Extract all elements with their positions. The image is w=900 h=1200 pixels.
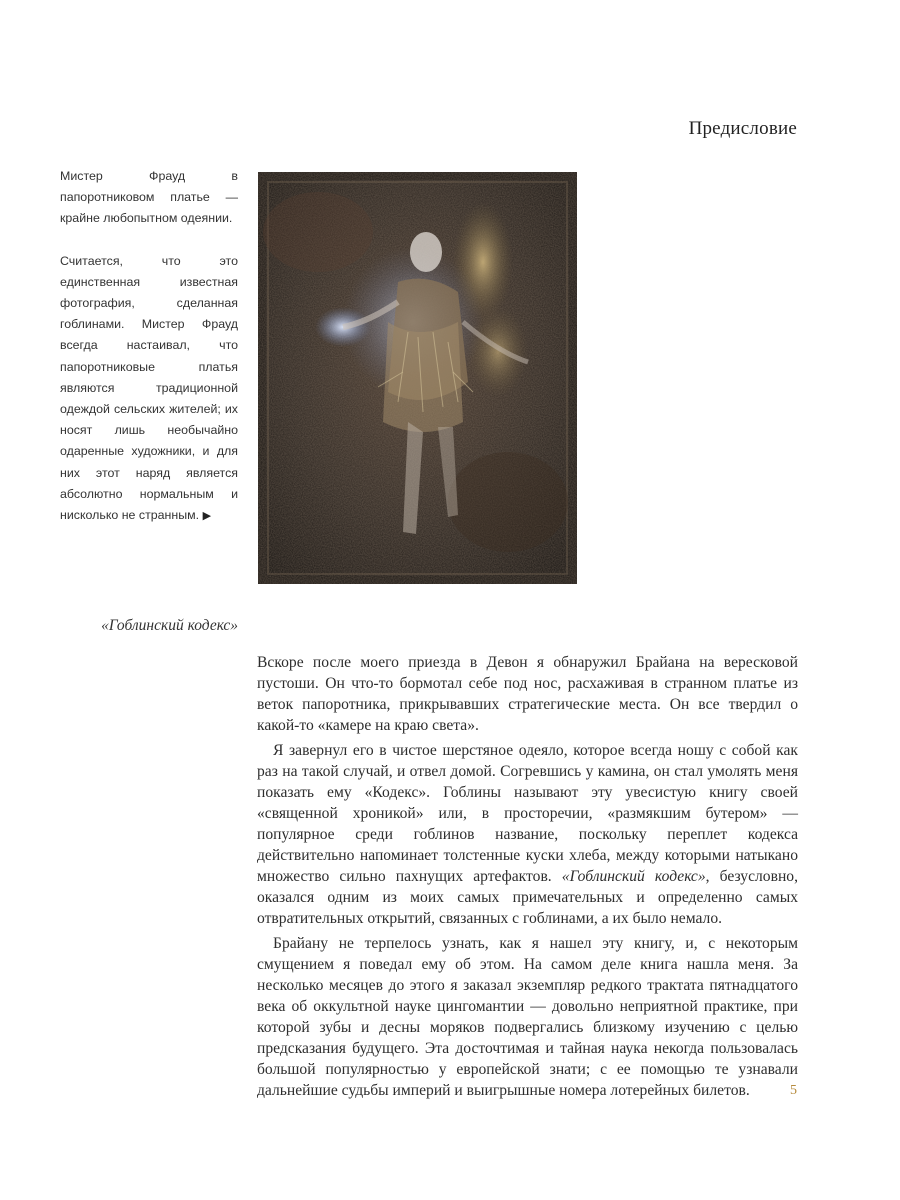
fern-dress-photograph <box>258 172 577 584</box>
book-title-emphasis: «Гоблинский кодекс» <box>561 868 706 885</box>
section-heading: «Гоблинский кодекс» <box>101 617 238 634</box>
photo-caption <box>60 166 238 548</box>
page-number: 5 <box>790 1083 797 1098</box>
body-paragraph-3: Брайану не терпелось узнать, как я нашел эту книгу, и, с некоторым смущением я поведал ему об этом. На самом деле книга нашла меня. За несколько месяцев до этого я заказал экземпляр редкого трактата пятнадцатого века об оккультной науке цингомантии — довольно неприятной практике, при которой зубы и десны моряков подвергались близкому изучению с целью предсказания будущего. Эта досточтимая и тайная наука некогда пользовалась большой популярностью у европейской знати; с ее помощью те узнавали дальнейшие судьбы империй и выигрышные номера лотерейных билетов. <box>257 935 798 1099</box>
caption-paragraph-2 <box>60 251 238 528</box>
body-paragraph-2 <box>257 740 798 929</box>
body-paragraph-2-start: Я завернул его в чистое шерстяное одеяло, которое всегда ношу с собой как раз на такой случай, и отвел домой. Согревшись у камина, он стал умолять меня показать ему «Кодекс». Гоблины называют эту увесистую книгу своей «священной хроникой» или, в просторечии, «размякшим бутером» — популярное среди гоблинов название, поскольку переплет кодекса действительно напоминает толстенные куски хлеба, между которыми натыкано множество сильно пахнущих артефактов. <box>257 742 798 885</box>
main-text <box>257 652 798 1105</box>
page-header-title: Предисловие <box>688 118 797 139</box>
arrow-right-icon: ▶ <box>202 510 212 523</box>
caption-paragraph-1: Мистер Фрауд в папоротниковом платье — крайне любопытном одеянии. <box>60 169 238 226</box>
caption-paragraph-2-text: Считается, что это единственная известная фотография, сделанная гоблинами. Мистер Фрауд всегда настаивал, что папоротниковые платья являются традиционной одеждой сельских жителей; их носят лишь необычайно одаренные художники, и для них этот наряд является абсолютно нормальным и нисколько не странным. <box>60 253 238 523</box>
body-paragraph-1: Вскоре после моего приезда в Девон я обнаружил Брайана на вересковой пустоши. Он что-то бормотал себе под нос, расхаживая в странном платье из веток папоротника, прикрывавших стратегические места. Он все твердил о какой-то «камере на краю света». <box>257 654 798 734</box>
body-paragraph-2-end: , безусловно, оказался одним из моих самых примечательных и определенно самых отвратительных открытий, связанных с гоблинами, а их было немало. <box>257 868 798 927</box>
